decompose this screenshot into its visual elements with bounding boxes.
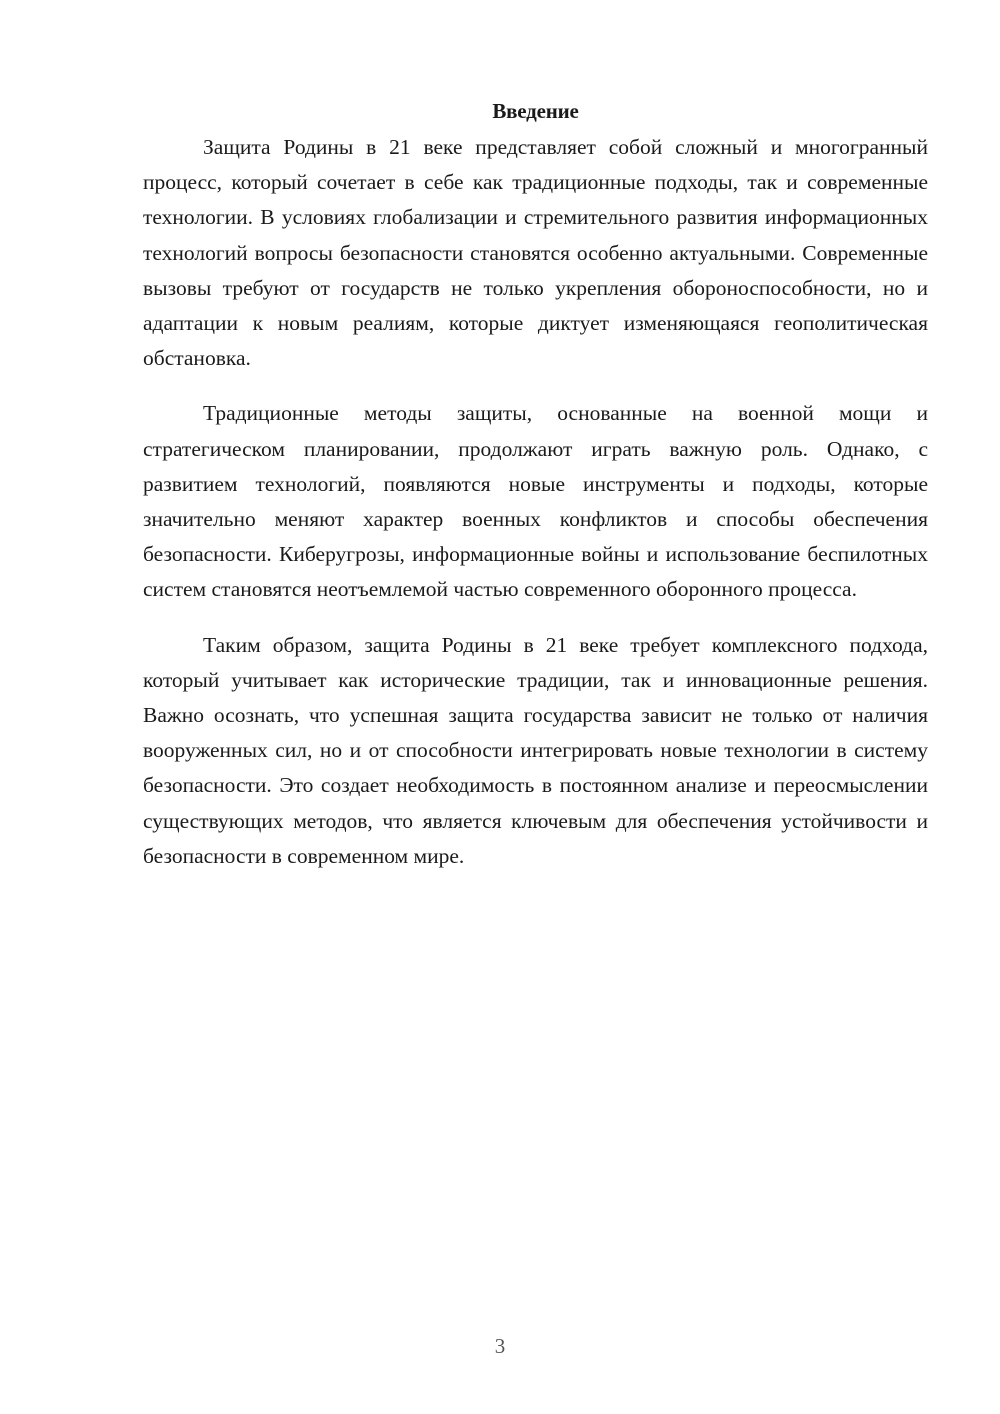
paragraph-3: Таким образом, защита Родины в 21 веке требует комплексного подхода, который учитывает как исторические традиции, так и инновационные решения. Важно осознать, что успешная защита государства зависит не только от наличия вооруженных сил, но и от способности интегрировать новые технологии в систему безопасности. Это создает необходимость в постоянном анализе и переосмыслении существующих методов, что является ключевым для обеспечения устойчивости и безопасности в современном мире.: [143, 632, 928, 868]
section-title: Введение: [492, 99, 579, 123]
paragraph-2: Традиционные методы защиты, основанные на военной мощи и стратегическом планировании, продолжают играть важную роль. Однако, с развитием технологий, появляются новые инструменты и подходы, которые значительно меняют характер военных конфликтов и способы обеспечения безопасности. Киберугрозы, информационные войны и использование беспилотных систем становятся неотъемлемой частью современного оборонного процесса.: [143, 401, 928, 602]
page-number: 3: [494, 1334, 506, 1358]
paragraph-1: Защита Родины в 21 веке представляет собой сложный и многогранный процесс, который сочетает в себе как традиционные подходы, так и современные технологии. В условиях глобализации и стремительного развития информационных технологий вопросы безопасности становятся особенно актуальными. Современные вызовы требуют от государств не только укрепления обороноспособности, но и адаптации к новым реалиям, которые диктует изменяющаяся геополитическая обстановка.: [143, 135, 928, 371]
page-content: [143, 96, 928, 894]
